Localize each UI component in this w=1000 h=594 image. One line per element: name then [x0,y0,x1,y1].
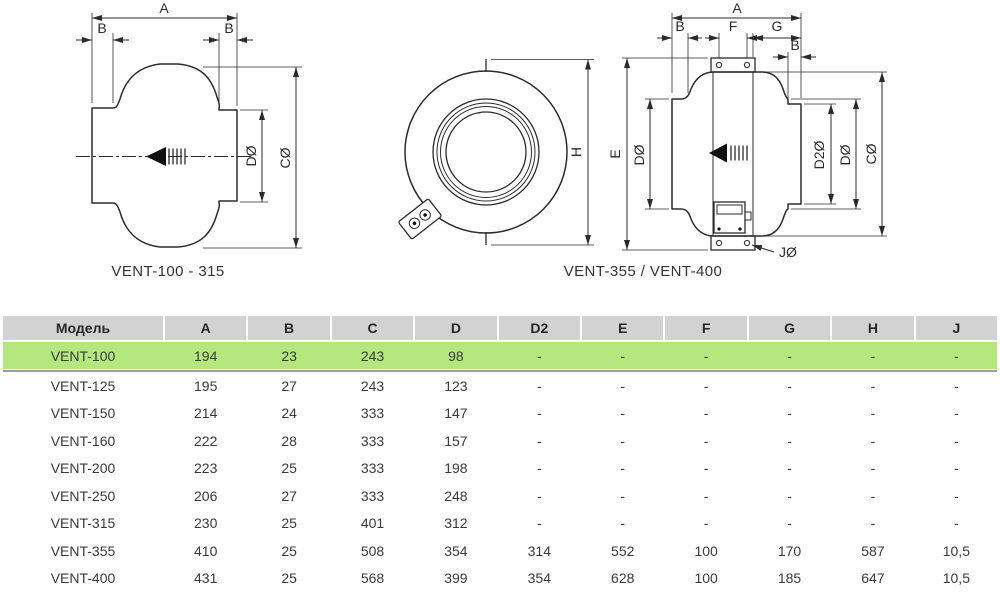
value-cell: 354 [527,570,551,587]
value-cell: 333 [360,405,385,422]
value-cell: - [703,432,709,449]
column-header-H: H [832,316,913,340]
value-cell: 223 [194,460,218,477]
value-cell: 10,5 [942,570,970,587]
value-cell: 243 [360,347,385,364]
value-cell: 100 [694,570,718,587]
value-cell: 170 [777,542,802,559]
dim-label-g: G [771,18,783,34]
front-view-drawing [398,59,594,245]
value-cell: - [870,377,876,394]
value-cell: - [703,487,709,504]
dim-label-d: DØ [243,145,259,167]
table-row-VENT-355[interactable] [3,537,997,565]
model-cell: VENT-355 [50,542,116,559]
table-row-VENT-160[interactable] [3,427,997,455]
value-cell: 195 [194,377,218,394]
dim-label-h: H [568,146,584,158]
value-cell: 28 [281,432,297,449]
column-header-A: A [165,316,246,340]
value-cell: - [954,515,959,532]
side-view-caption: VENT-355 / VENT-400 [563,263,723,280]
value-cell: 647 [861,570,885,587]
table-row-VENT-100[interactable] [3,342,997,369]
value-cell: - [954,487,959,504]
table-header [3,316,997,340]
dim-label-d-left: DØ [631,144,647,166]
value-cell: - [620,347,626,364]
value-cell: 230 [194,515,218,532]
value-cell: - [787,377,792,394]
table-row-VENT-315[interactable] [3,510,997,538]
column-header-D: D [415,316,496,340]
table-row-VENT-200[interactable] [3,455,997,483]
value-cell: 628 [611,570,635,587]
value-cell: - [620,432,626,449]
dim-label-e: E [607,149,623,159]
dim-label-b-right: B [224,20,234,36]
left-view-drawing [76,0,302,280]
value-cell: - [954,405,959,422]
value-cell: - [703,377,709,394]
model-cell: VENT-250 [50,487,116,504]
value-cell: 157 [444,432,468,449]
value-cell: 185 [777,570,802,587]
value-cell: 333 [360,460,385,477]
value-cell: - [954,347,959,364]
value-cell: 98 [448,347,464,364]
value-cell: 399 [444,570,468,587]
value-cell: 23 [281,347,297,364]
value-cell: 248 [444,487,468,504]
value-cell: 25 [281,515,297,532]
column-header-F: F [665,316,746,340]
value-cell: 25 [281,570,297,587]
table-row-VENT-250[interactable] [3,482,997,510]
column-header-E: E [582,316,663,340]
model-cell: VENT-200 [50,460,116,477]
value-cell: 587 [861,542,885,559]
dim-label-a: A [732,0,742,16]
value-cell: 194 [194,347,218,364]
dim-label-d2: D2Ø [811,140,827,170]
column-header-B: B [248,316,329,340]
value-cell: - [703,460,709,477]
column-header-C: C [332,316,413,340]
value-cell: - [536,432,542,449]
model-cell: VENT-150 [50,405,116,422]
value-cell: 333 [360,487,385,504]
value-cell: - [620,487,626,504]
value-cell: - [787,487,792,504]
value-cell: 100 [694,542,718,559]
airflow-arrow-icon [146,147,166,166]
value-cell: 24 [281,405,297,422]
value-cell: - [620,377,626,394]
dim-label-j: JØ [779,244,797,260]
model-cell: VENT-315 [50,515,116,532]
value-cell: - [870,405,876,422]
model-cell: VENT-160 [50,432,116,449]
value-cell: - [870,347,876,364]
value-cell: 25 [281,542,297,559]
value-cell: - [954,432,959,449]
left-view-caption: VENT-100 - 315 [111,263,225,280]
value-cell: 568 [360,570,385,587]
table-row-VENT-400[interactable] [3,565,997,593]
value-cell: - [703,347,709,364]
model-cell: VENT-125 [50,377,116,394]
mounting-foot-bottom [711,236,755,250]
value-cell: 206 [194,487,218,504]
value-cell: 25 [281,460,297,477]
value-cell: - [620,515,626,532]
table-body [3,342,997,592]
model-cell: VENT-100 [50,347,116,364]
value-cell: 508 [360,542,385,559]
value-cell: - [703,405,709,422]
value-cell: 314 [527,542,551,559]
value-cell: - [870,515,876,532]
side-view-drawing [564,0,887,280]
value-cell: 410 [194,542,218,559]
value-cell: - [787,460,792,477]
value-cell: - [954,460,959,477]
value-cell: - [703,515,709,532]
model-cell: VENT-400 [50,570,116,587]
value-cell: 147 [444,405,468,422]
dim-label-c: CØ [863,143,879,165]
value-cell: - [536,405,542,422]
value-cell: 214 [194,405,218,422]
column-header-J: J [916,316,997,340]
value-cell: 222 [194,432,218,449]
value-cell: 431 [194,570,218,587]
value-cell: 123 [444,377,468,394]
dim-label-a: A [159,0,169,16]
value-cell: - [787,347,792,364]
value-cell: 10,5 [942,542,970,559]
value-cell: - [870,460,876,477]
value-cell: 312 [444,515,468,532]
airflow-arrow-icon [709,144,727,163]
value-cell: - [787,405,792,422]
value-cell: - [536,515,542,532]
dim-label-b-right: B [790,37,800,53]
dim-label-c: CØ [277,147,293,169]
mounting-foot-top [711,58,755,72]
table-row-VENT-150[interactable] [3,400,997,428]
value-cell: - [536,347,542,364]
value-cell: 27 [281,487,297,504]
value-cell: - [620,405,626,422]
terminal-box [398,199,441,240]
value-cell: - [787,432,792,449]
column-header-Модель: Модель [3,316,163,340]
value-cell: - [870,487,876,504]
value-cell: - [620,460,626,477]
value-cell: - [536,460,542,477]
value-cell: - [536,377,542,394]
dim-label-d-right: DØ [837,144,853,166]
value-cell: 243 [360,377,385,394]
value-cell: - [787,515,792,532]
dim-label-b-left: B [97,20,107,36]
value-cell: 552 [611,542,635,559]
dim-label-b-left: B [675,18,685,34]
value-cell: 333 [360,432,385,449]
value-cell: 354 [444,542,468,559]
value-cell: 401 [360,515,385,532]
value-cell: 27 [281,377,297,394]
dimensions-table [3,316,997,592]
motor-terminal-box [714,202,751,233]
value-cell: 198 [444,460,468,477]
dim-label-f: F [728,18,738,34]
value-cell: - [536,487,542,504]
value-cell: - [954,377,959,394]
column-header-D2: D2 [499,316,580,340]
value-cell: - [870,432,876,449]
column-header-G: G [749,316,830,340]
table-row-VENT-125[interactable] [3,372,997,400]
